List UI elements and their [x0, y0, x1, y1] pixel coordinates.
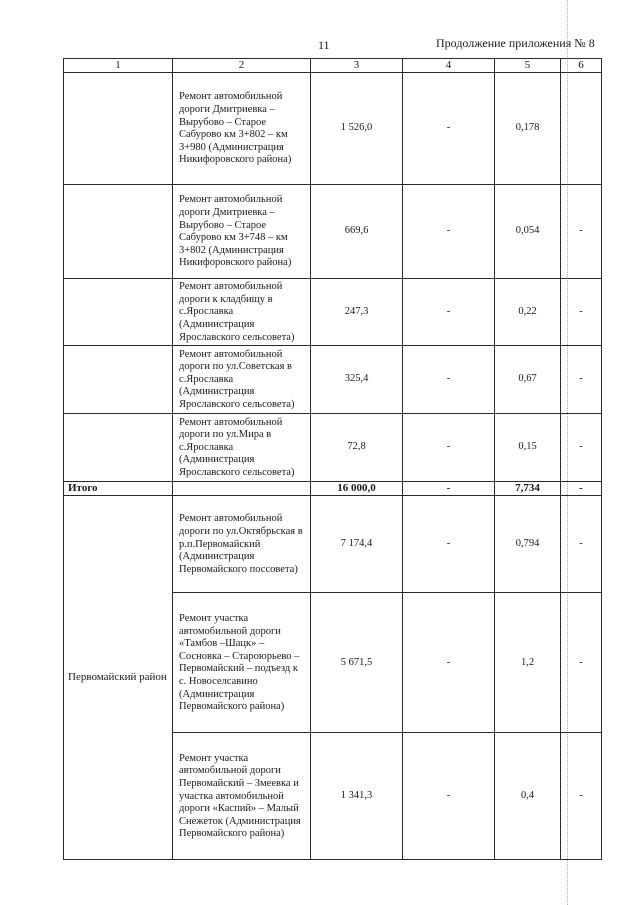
- length-cell: 0,794: [495, 496, 561, 593]
- column-6-cell: -: [561, 733, 602, 860]
- work-name-cell: Ремонт участка автомобильной дороги Первомайский – Змеевка и участка автомобильной дороги «Каспий» – Малый Снежеток (Администрация Первомайского района): [173, 733, 311, 860]
- length-cell: 0,4: [495, 733, 561, 860]
- table-row: [64, 496, 602, 593]
- total-column-6: -: [561, 482, 602, 496]
- work-name-cell: Ремонт автомобильной дороги по ул.Октябрьская в р.п.Первомайский (Администрация Первомайского поссовета): [173, 496, 311, 593]
- page-number: 11: [318, 38, 330, 52]
- column-6-cell: -: [561, 496, 602, 593]
- length-cell: 0,67: [495, 346, 561, 414]
- column-header: 4: [403, 59, 495, 73]
- length-cell: 0,15: [495, 414, 561, 482]
- amount-cell: 669,6: [311, 185, 403, 279]
- district-cell: [64, 346, 173, 414]
- work-name-cell: Ремонт автомобильной дороги по ул.Мира в с.Ярославка (Администрация Ярославского сельсовета): [173, 414, 311, 482]
- length-cell: 1,2: [495, 593, 561, 733]
- length-cell: 0,054: [495, 185, 561, 279]
- total-column-4: -: [403, 482, 495, 496]
- column-6-cell: -: [561, 414, 602, 482]
- total-row: [64, 482, 602, 496]
- column-4-cell: -: [403, 733, 495, 860]
- amount-cell: 7 174,4: [311, 496, 403, 593]
- table-row: [64, 185, 602, 279]
- total-length: 7,734: [495, 482, 561, 496]
- column-header: 1: [64, 59, 173, 73]
- continuation-header: Продолжение приложения № 8: [436, 36, 595, 50]
- column-4-cell: -: [403, 279, 495, 346]
- district-cell: [64, 279, 173, 346]
- total-label: Итого: [64, 482, 173, 496]
- amount-cell: 247,3: [311, 279, 403, 346]
- length-cell: 0,22: [495, 279, 561, 346]
- table-row: [64, 414, 602, 482]
- column-header: 5: [495, 59, 561, 73]
- work-name-cell: Ремонт автомобильной дороги Дмитриевка – Вырубово – Старое Сабурово км 3+802 – км 3+980 (Администрация Никифоровского района): [173, 73, 311, 185]
- column-number-row: [64, 59, 602, 73]
- work-name-cell: Ремонт участка автомобильной дороги «Тамбов –Шацк» – Сосновка – Староюрьево – Первомайский – подъезд к с. Новоселсавино (Администрация Первомайского района): [173, 593, 311, 733]
- column-6-cell: -: [561, 346, 602, 414]
- table-row: [64, 73, 602, 185]
- amount-cell: 325,4: [311, 346, 403, 414]
- column-header: 2: [173, 59, 311, 73]
- work-name-cell: Ремонт автомобильной дороги Дмитриевка – Вырубово – Старое Сабурово км 3+748 – км 3+802 (Администрация Никифоровского района): [173, 185, 311, 279]
- column-header: 3: [311, 59, 403, 73]
- district-cell: [64, 414, 173, 482]
- column-4-cell: -: [403, 346, 495, 414]
- district-cell: [64, 73, 173, 185]
- column-6-cell: [561, 73, 602, 185]
- column-6-cell: -: [561, 279, 602, 346]
- column-4-cell: -: [403, 496, 495, 593]
- table-row: [64, 279, 602, 346]
- amount-cell: 1 341,3: [311, 733, 403, 860]
- column-4-cell: -: [403, 73, 495, 185]
- column-6-cell: -: [561, 185, 602, 279]
- table-header: [64, 59, 602, 73]
- district-cell: [64, 185, 173, 279]
- amount-cell: 5 671,5: [311, 593, 403, 733]
- table-row: [64, 346, 602, 414]
- length-cell: 0,178: [495, 73, 561, 185]
- work-name-cell: Ремонт автомобильной дороги по ул.Советская в с.Ярославка (Администрация Ярославского сельсовета): [173, 346, 311, 414]
- column-4-cell: -: [403, 414, 495, 482]
- amount-cell: 72,8: [311, 414, 403, 482]
- column-4-cell: -: [403, 185, 495, 279]
- district-cell: Первомайский район: [64, 496, 173, 860]
- total-name-cell: [173, 482, 311, 496]
- total-amount: 16 000,0: [311, 482, 403, 496]
- column-4-cell: -: [403, 593, 495, 733]
- works-table: [63, 58, 602, 860]
- amount-cell: 1 526,0: [311, 73, 403, 185]
- column-header: 6: [561, 59, 602, 73]
- column-6-cell: -: [561, 593, 602, 733]
- work-name-cell: Ремонт автомобильной дороги к кладбищу в с.Ярославка (Администрация Ярославского сельсовета): [173, 279, 311, 346]
